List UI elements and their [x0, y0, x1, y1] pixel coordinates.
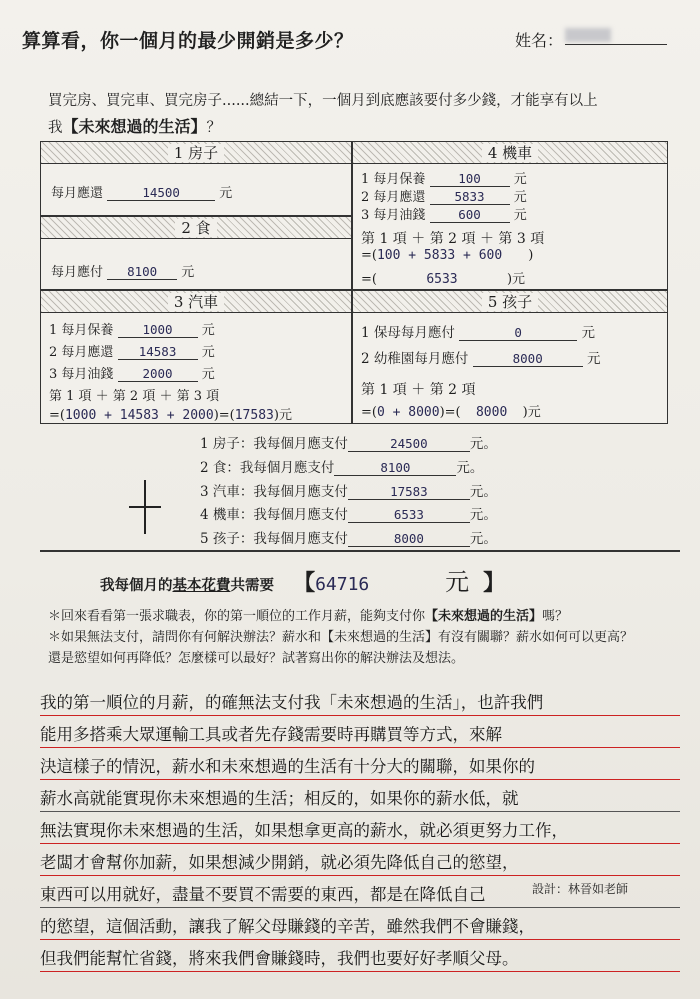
- scooter-box-header: 4 機車: [353, 142, 667, 164]
- car-box-header: 3 汽車: [41, 291, 351, 313]
- summary-row-scooter: 4 機車：我每個月應支付 6533 元。: [200, 507, 497, 523]
- scooter-box: [352, 141, 668, 290]
- car-item-3: 3 每月油錢 2000 元: [49, 366, 215, 382]
- question-1: ＊回來看看第一張求職表，你的第一順位的工作月薪，能夠支付你【未來想過的生活】嗎？: [48, 609, 569, 624]
- answer-line-1: 我的第一順位的月薪，的確無法支付我「未來想過的生活」，也許我們: [40, 690, 680, 716]
- scooter-item-1: 1 每月保養 100 元: [361, 171, 527, 187]
- car-box: [40, 290, 352, 424]
- intro-line-1: 買完房、買完車、買完房子......總結一下，一個月到底應該要付多少錢，才能享有以上: [48, 93, 598, 109]
- house-box-header: 1 房子: [41, 142, 351, 164]
- summary-row-food: 2 食：我每個月應支付 8100 元。: [200, 460, 484, 476]
- question-2-line-2: 還是慾望如何再降低？怎麼樣可以最好？試著寫出你的解決辦法及想法。: [48, 651, 465, 666]
- summary-row-child: 5 孩子：我每個月應支付 8000 元。: [200, 531, 497, 547]
- answer-line-6: 老闆才會幫你加薪，如果想減少開銷，就必須先降低自己的慾望，: [40, 850, 680, 876]
- redacted-name: [565, 28, 611, 42]
- answer-line-7: 東西可以用就好，盡量不要買不需要的東西，都是在降低自己: [40, 882, 680, 908]
- child-equation: =(0 + 8000)=( 8000 )元: [361, 405, 541, 420]
- future-life-highlight: 【未來想過的生活】: [62, 117, 207, 136]
- car-formula: 第 1 項 ＋ 第 2 項 ＋ 第 3 項: [49, 389, 220, 404]
- child-box: [352, 290, 668, 424]
- car-equation: =(1000 + 14583 + 2000)=(17583)元: [49, 408, 292, 423]
- answer-line-9: 但我們能幫忙省錢，將來我們會賺錢時，我們也要好好孝順父母。: [40, 946, 680, 972]
- plus-sign-icon: [128, 478, 162, 536]
- name-label: 姓名：: [515, 31, 564, 50]
- house-monthly-value: 14500: [107, 185, 215, 201]
- car-item-1: 1 每月保養 1000 元: [49, 322, 215, 338]
- intro-text: [48, 88, 678, 141]
- food-monthly-value: 8100: [107, 264, 177, 280]
- answer-line-2: 能用多搭乘大眾運輸工具或者先存錢需要時再購買等方式，來解: [40, 722, 680, 748]
- house-box: [40, 141, 352, 216]
- monthly-total-value: 64716: [315, 574, 370, 595]
- scooter-item-2: 2 每月應還 5833 元: [361, 189, 527, 205]
- scooter-total-value: 6533: [426, 272, 458, 287]
- answer-line-5: 無法實現你未來想過的生活，如果想拿更高的薪水，就必須更努力工作，: [40, 818, 680, 844]
- food-box: [40, 216, 352, 290]
- food-row: 每月應付 8100 元: [51, 264, 195, 280]
- total-divider: [40, 550, 680, 552]
- child-box-header: 5 孩子: [353, 291, 667, 313]
- answer-line-3: 決這樣子的情況，薪水和未來想過的生活有十分大的關聯，如果你的: [40, 754, 680, 780]
- scooter-formula: 第 1 項 ＋ 第 2 項 ＋ 第 3 項: [361, 231, 545, 247]
- answer-line-8: 的慾望，這個活動，讓我了解父母賺錢的辛苦，雖然我們不會賺錢，: [40, 914, 680, 940]
- scooter-equation-2: =( 6533 )元: [361, 272, 526, 287]
- car-total-value: 17583: [234, 408, 274, 423]
- summary-row-car: 3 汽車：我每個月應支付 17583 元。: [200, 484, 497, 500]
- scooter-equation-1: =(100 + 5833 + 600 ): [361, 248, 534, 263]
- handwritten-answer: [40, 690, 680, 978]
- child-item-2: 2 幼稚園每月應付 8000 元: [361, 351, 601, 367]
- child-item-1: 1 保母每月應付 0 元: [361, 325, 595, 341]
- name-field: [565, 44, 667, 45]
- car-item-2: 2 每月應還 14583 元: [49, 344, 215, 360]
- child-formula: 第 1 項 ＋ 第 2 項: [361, 382, 476, 398]
- food-box-header: 2 食: [41, 217, 351, 239]
- summary-row-house: 1 房子：我每個月應支付 24500 元。: [200, 436, 497, 452]
- intro-line-2: 我【未來想過的生活】？: [48, 117, 222, 136]
- house-row: 每月應還 14500 元: [51, 185, 233, 201]
- answer-line-4: 薪水高就能實現你未來想過的生活；相反的，如果你的薪水低，就: [40, 786, 680, 812]
- designer-credit: 設計：林晉如老師: [532, 882, 629, 896]
- reflection-questions: [48, 606, 678, 669]
- question-2-line-1: ＊如果無法支付，請問你有何解決辦法？薪水和【未來想過的生活】有沒有關聯？薪水如何可以更高？: [48, 630, 634, 645]
- scooter-item-3: 3 每月油錢 600 元: [361, 207, 527, 223]
- child-total-value: 8000: [475, 405, 508, 420]
- worksheet-title: 算算看，你一個月的最少開銷是多少？: [22, 30, 354, 52]
- monthly-total-row: 我每個月的基本花費共需要 【64716 元 】: [100, 568, 506, 596]
